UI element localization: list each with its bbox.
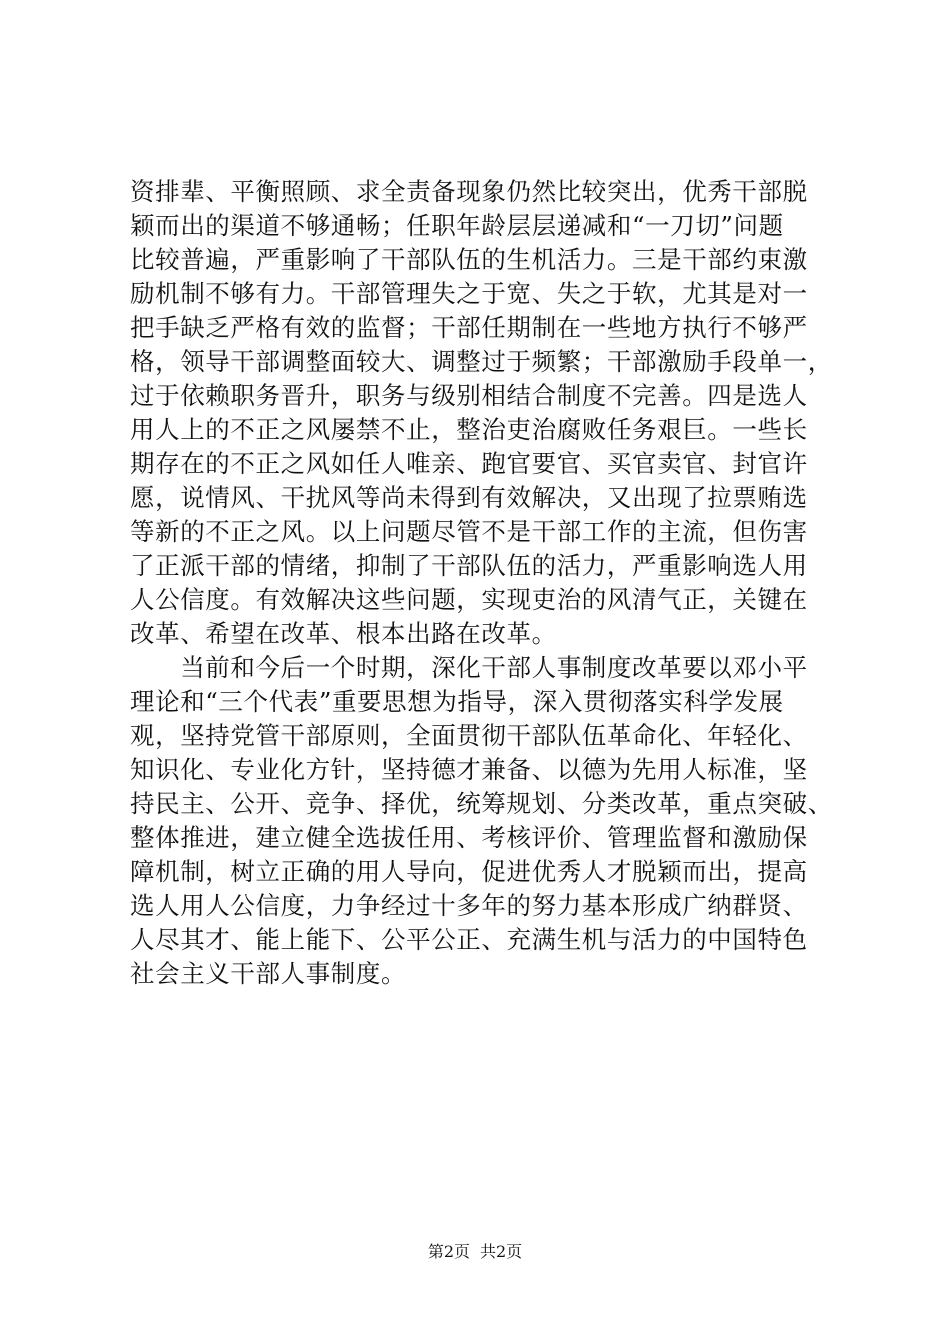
text-line: 改革、希望在改革、根本出路在改革。 bbox=[130, 619, 557, 648]
text-line: 整体推进，建立健全选拔任用、考核评价、管理监督和激励保 bbox=[130, 823, 808, 852]
text-line: 比较普遍，严重影响了干部队伍的生机活力。三是干部约束激 bbox=[130, 245, 808, 274]
text-line: 理论和“三个代表”重要思想为指导，深入贯彻落实科学发展 bbox=[130, 687, 784, 716]
text-line: 等新的不正之风。以上问题尽管不是干部工作的主流，但伤害 bbox=[130, 517, 808, 546]
text-line: 当前和今后一个时期，深化干部人事制度改革要以邓小平 bbox=[130, 653, 808, 682]
text-line: 选人用人公信度，力争经过十多年的努力基本形成广纳群贤、 bbox=[130, 891, 808, 920]
text-line: 障机制，树立正确的用人导向，促进优秀人才脱颖而出，提高 bbox=[130, 857, 808, 886]
text-line: 过于依赖职务晋升，职务与级别相结合制度不完善。四是选人 bbox=[130, 381, 808, 410]
text-line: 愿，说情风、干扰风等尚未得到有效解决，又出现了拉票贿选 bbox=[130, 483, 808, 512]
text-line: 了正派干部的情绪，抑制了干部队伍的活力，严重影响选人用 bbox=[130, 551, 808, 580]
text-line: 人尽其才、能上能下、公平公正、充满生机与活力的中国特色 bbox=[130, 925, 808, 954]
text-line: 格，领导干部调整面较大、调整过于频繁；干部激励手段单一， bbox=[130, 347, 833, 376]
text-line: 把手缺乏严格有效的监督；干部任期制在一些地方执行不够严 bbox=[130, 313, 808, 342]
page-footer bbox=[0, 1242, 950, 1262]
document-body bbox=[130, 175, 846, 991]
text-line: 持民主、公开、竞争、择优，统筹规划、分类改革，重点突破、 bbox=[130, 789, 833, 818]
text-line: 励机制不够有力。干部管理失之于宽、失之于软，尤其是对一 bbox=[130, 279, 808, 308]
page-total: 共2页 bbox=[480, 1242, 523, 1261]
text-line: 知识化、专业化方针，坚持德才兼备、以德为先用人标准，坚 bbox=[130, 755, 808, 784]
text-line: 资排辈、平衡照顾、求全责备现象仍然比较突出，优秀干部脱 bbox=[130, 177, 808, 206]
text-line: 颖而出的渠道不够通畅；任职年龄层层递减和“一刀切”问题 bbox=[130, 211, 784, 240]
text-line: 用人上的不正之风屡禁不止，整治吏治腐败任务艰巨。一些长 bbox=[130, 415, 808, 444]
page-number: 第2页 bbox=[427, 1242, 470, 1261]
text-line: 人公信度。有效解决这些问题，实现吏治的风清气正，关键在 bbox=[130, 585, 808, 614]
text-line: 社会主义干部人事制度。 bbox=[130, 959, 407, 988]
text-line: 观，坚持党管干部原则，全面贯彻干部队伍革命化、年轻化、 bbox=[130, 721, 808, 750]
text-line: 期存在的不正之风如任人唯亲、跑官要官、买官卖官、封官许 bbox=[130, 449, 808, 478]
